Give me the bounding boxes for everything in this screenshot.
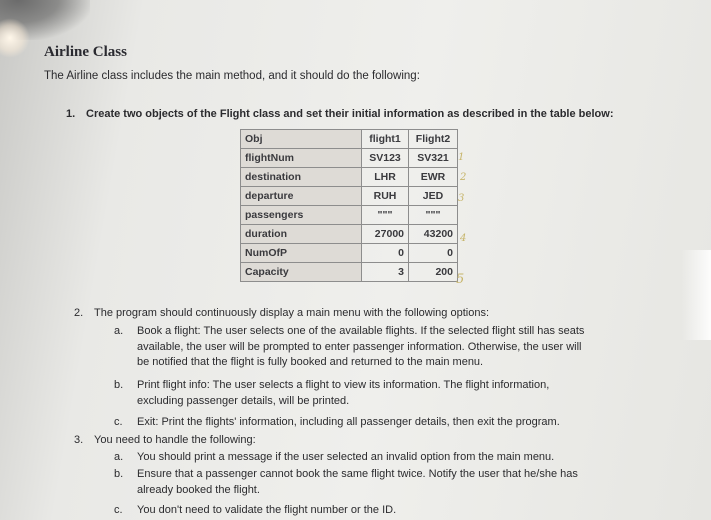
option-label: c. bbox=[114, 416, 123, 428]
table-cell: SV123 bbox=[362, 149, 409, 168]
table-cell: 43200 bbox=[409, 225, 458, 244]
requirement-b bbox=[114, 467, 578, 498]
option-line: be notified that the flight is fully booked and returned to the main menu. bbox=[137, 356, 484, 368]
edge-glare bbox=[681, 250, 711, 340]
option-line: You should print a message if the user selected an invalid option from the main menu. bbox=[137, 451, 555, 463]
instruction-3 bbox=[74, 433, 256, 449]
table-header-row bbox=[241, 130, 458, 149]
table-cell: 0 bbox=[409, 244, 458, 263]
option-label: c. bbox=[114, 504, 123, 516]
table-row bbox=[241, 206, 458, 225]
intro-text: The Airline class includes the main method, and it should do the following: bbox=[44, 70, 420, 82]
item-text: The program should continuously display a main menu with the following options: bbox=[94, 307, 489, 319]
instruction-2 bbox=[74, 306, 489, 322]
option-line: excluding passenger details, will be printed. bbox=[137, 394, 350, 407]
table-row bbox=[241, 187, 458, 206]
option-line: Book a flight: The user selects one of the available flights. If the selected flight still has seats bbox=[137, 325, 585, 337]
light-glare bbox=[0, 18, 30, 58]
table-cell: """ bbox=[362, 206, 409, 225]
row-label: passengers bbox=[241, 206, 362, 225]
option-line: available, the user will be prompted to enter passenger information. Otherwise, the user will bbox=[137, 340, 582, 353]
option-line: Print flight info: The user selects a flight to view its information. The flight information, bbox=[137, 379, 550, 391]
table-cell: 200 bbox=[409, 263, 458, 282]
item-text: Create two objects of the Flight class and set their initial information as described in the table below: bbox=[86, 108, 614, 120]
option-label: b. bbox=[114, 379, 124, 391]
document-title: Airline Class bbox=[44, 44, 127, 60]
option-line: You don't need to validate the flight number or the ID. bbox=[137, 504, 397, 516]
item-text: You need to handle the following: bbox=[94, 434, 256, 446]
option-label: b. bbox=[114, 468, 124, 480]
row-label: Capacity bbox=[241, 263, 362, 282]
row-label: flightNum bbox=[241, 149, 362, 168]
table-cell: SV321 bbox=[409, 149, 458, 168]
table-cell: 3 bbox=[362, 263, 409, 282]
header-cell: Flight2 bbox=[409, 130, 458, 149]
header-cell: flight1 bbox=[362, 130, 409, 149]
table-row bbox=[241, 244, 458, 263]
option-line: Ensure that a passenger cannot book the same flight twice. Notify the user that he/she has bbox=[137, 468, 578, 480]
item-number: 3. bbox=[74, 434, 84, 446]
table-cell: 27000 bbox=[362, 225, 409, 244]
requirement-a bbox=[114, 450, 554, 466]
table-row bbox=[241, 263, 458, 282]
item-number: 1. bbox=[66, 108, 76, 120]
table-cell: RUH bbox=[362, 187, 409, 206]
header-cell: Obj bbox=[241, 130, 362, 149]
handwritten-mark: 3 bbox=[458, 193, 465, 204]
item-number: 2. bbox=[74, 307, 84, 319]
option-label: a. bbox=[114, 325, 124, 337]
handwritten-mark: 5 bbox=[456, 272, 465, 287]
flight-table bbox=[240, 129, 458, 282]
row-label: duration bbox=[241, 225, 362, 244]
option-b bbox=[114, 378, 549, 409]
table-row bbox=[241, 225, 458, 244]
table-cell: """ bbox=[409, 206, 458, 225]
option-a bbox=[114, 324, 584, 371]
instruction-1 bbox=[66, 108, 613, 120]
option-line: Exit: Print the flights' information, including all passenger details, then exit the program. bbox=[137, 416, 560, 428]
row-label: NumOfP bbox=[241, 244, 362, 263]
row-label: destination bbox=[241, 168, 362, 187]
table-cell: EWR bbox=[409, 168, 458, 187]
row-label: departure bbox=[241, 187, 362, 206]
table-row bbox=[241, 168, 458, 187]
handwritten-mark: 2 bbox=[460, 172, 467, 183]
handwritten-mark: 1 bbox=[458, 152, 465, 163]
table-cell: LHR bbox=[362, 168, 409, 187]
option-label: a. bbox=[114, 451, 124, 463]
table-row bbox=[241, 149, 458, 168]
option-c bbox=[114, 415, 560, 431]
option-line: already booked the flight. bbox=[137, 483, 260, 496]
table-cell: JED bbox=[409, 187, 458, 206]
handwritten-mark: 4 bbox=[460, 233, 467, 244]
table-cell: 0 bbox=[362, 244, 409, 263]
requirement-c bbox=[114, 503, 396, 519]
